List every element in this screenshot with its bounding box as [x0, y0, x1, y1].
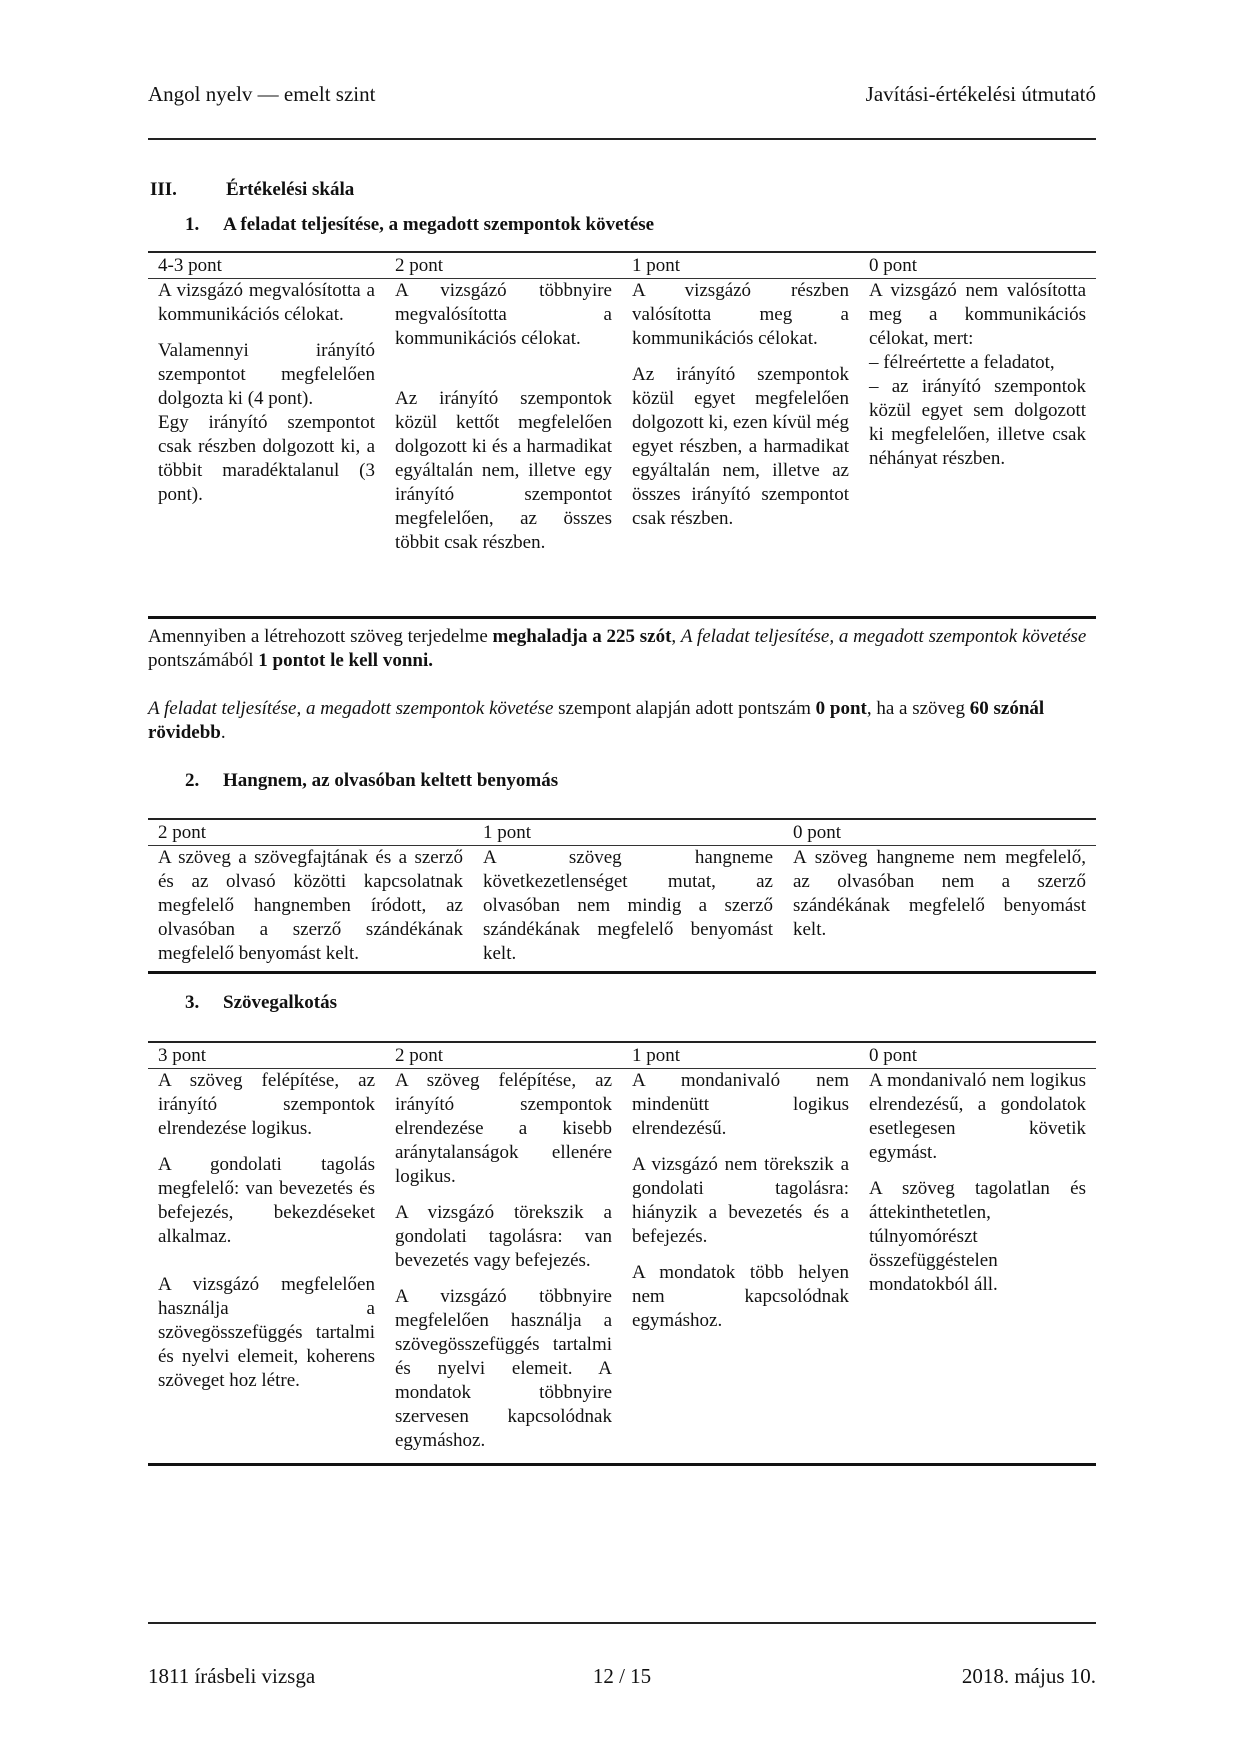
score-header: 0 pont	[859, 252, 1096, 279]
descriptor-text: A szöveg tagolatlan és áttekinthetetlen, túlnyomórészt összefüggéstelen mondatokból áll.	[869, 1178, 1086, 1295]
score-header: 2 pont	[385, 1042, 622, 1069]
rubric-table-task-completion	[148, 251, 1096, 619]
rubric-header-row	[148, 252, 1096, 279]
score-header: 1 pont	[622, 1042, 859, 1069]
subsection-1-heading	[185, 214, 654, 236]
descriptor-text: A vizsgázó megfelelően használja a szövegösszefüggés tartalmi és nyelvi elemeit, koherens szöveget hoz létre.	[158, 1274, 375, 1391]
descriptor-text: A szöveg a szövegfajtának és a szerző és az olvasó közötti kapcsolatnak megfelelő hangnemben íródott, az olvasóban a szerző szándékának megfelelő benyomást kelt.	[158, 847, 463, 964]
footer-date: 2018. május 10.	[961, 1664, 1096, 1688]
score-header: 1 pont	[622, 252, 859, 279]
section-heading	[150, 179, 354, 201]
descriptor-text: A vizsgázó részben valósította meg a kommunikációs célokat.	[632, 280, 849, 349]
header-subject: Angol nyelv — emelt szint	[148, 82, 376, 106]
rubric-row	[148, 279, 1096, 618]
note-text: szempont alapján adott pontszám	[553, 698, 816, 719]
descriptor-cell	[859, 1069, 1096, 1465]
descriptor-text: A szöveg felépítése, az irányító szempontok elrendezése a kisebb aránytalanságok ellenére logikus.	[395, 1070, 612, 1187]
descriptor-cell	[622, 1069, 859, 1465]
note-text: ,	[671, 626, 681, 647]
descriptor-cell	[148, 279, 385, 618]
subsection-3-heading	[185, 992, 337, 1014]
note-text: Amennyiben a létrehozott szöveg terjedelme	[148, 626, 493, 647]
rubric-table-tone	[148, 818, 1096, 974]
descriptor-text: A vizsgázó megvalósította a kommunikációs célokat.	[158, 280, 375, 325]
subsection-3-number: 3.	[185, 992, 200, 1013]
descriptor-text: A szöveg hangneme nem megfelelő, az olvasóban nem a szerző szándékának megfelelő benyomást kelt.	[793, 847, 1086, 940]
header-doc-title: Javítási-értékelési útmutató	[865, 82, 1096, 106]
descriptor-cell	[622, 279, 859, 618]
descriptor-text: A vizsgázó törekszik a gondolati tagolásra: van bevezetés vagy befejezés.	[395, 1202, 612, 1271]
descriptor-cell	[148, 846, 473, 973]
note-word-limit	[148, 625, 1096, 673]
note-emphasis: 1 pontot le kell vonni.	[258, 650, 434, 671]
rubric-row	[148, 1069, 1096, 1465]
footer-exam: 1811 írásbeli vizsga	[148, 1664, 316, 1688]
header-rule	[148, 138, 1096, 140]
footer-rule	[148, 1622, 1096, 1624]
descriptor-text: A mondanivaló nem mindenütt logikus elrendezésű.	[632, 1070, 849, 1139]
subsection-3-title: Szövegalkotás	[223, 992, 337, 1013]
descriptor-cell	[385, 279, 622, 618]
descriptor-text: – félreértette a feladatot,	[869, 352, 1055, 373]
rubric-header-row	[148, 1042, 1096, 1069]
score-header: 1 pont	[473, 819, 783, 846]
descriptor-text: – az irányító szempontok közül egyet sem dolgozott ki megfelelően, illetve csak néhányat részben.	[869, 376, 1086, 469]
descriptor-text: A mondatok több helyen nem kapcsolódnak egymáshoz.	[632, 1262, 849, 1331]
note-text: .	[220, 722, 226, 743]
descriptor-text: Egy irányító szempontot csak részben dolgozott ki, a többit maradéktalanul (3 pont).	[158, 412, 375, 505]
descriptor-text: Az irányító szempontok közül kettőt megfelelően dolgozott ki és a harmadikat egyáltalán nem, illetve egy irányító szempontot megfelelően, az összes többit csak részben.	[395, 388, 612, 553]
descriptor-text: A gondolati tagolás megfelelő: van bevezetés és befejezés, bekezdéseket alkalmaz.	[158, 1154, 375, 1247]
descriptor-cell	[385, 1069, 622, 1465]
score-header: 2 pont	[148, 819, 473, 846]
descriptor-text: Valamennyi irányító szempontot megfelelően dolgozta ki (4 pont).	[158, 340, 375, 409]
subsection-2-title: Hangnem, az olvasóban keltett benyomás	[223, 770, 559, 791]
note-emphasis: 60 szónál rövidebb	[148, 698, 1045, 743]
section-number: III.	[150, 179, 177, 200]
note-text: pontszámából	[148, 650, 259, 671]
section-title: Értékelési skála	[226, 179, 355, 200]
score-header: 2 pont	[385, 252, 622, 279]
descriptor-text: Az irányító szempontok közül egyet megfelelően dolgozott ki, ezen kívül még egyet részben, a harmadikat egyáltalán nem, illetve az összes irányító szempontot csak részben.	[632, 364, 849, 529]
score-header: 3 pont	[148, 1042, 385, 1069]
descriptor-text: A vizsgázó többnyire megfelelően használja a szövegösszefüggés tartalmi és nyelvi elemeit. A mondatok többnyire szervesen kapcsolódnak egymáshoz.	[395, 1286, 612, 1451]
descriptor-cell	[783, 846, 1096, 973]
note-emphasis: 0 pont	[815, 698, 867, 719]
footer-page-number: 12 / 15	[592, 1664, 652, 1688]
rubric-row	[148, 846, 1096, 973]
subsection-1-number: 1.	[185, 214, 200, 235]
note-text: , ha a szöveg	[866, 698, 970, 719]
descriptor-text: A vizsgázó nem valósította meg a kommunikációs célokat, mert:	[869, 280, 1086, 349]
document-page	[148, 0, 1096, 1755]
score-header: 0 pont	[859, 1042, 1096, 1069]
descriptor-cell	[148, 1069, 385, 1465]
descriptor-text: A vizsgázó többnyire megvalósította a kommunikációs célokat.	[395, 280, 612, 349]
descriptor-text: A mondanivaló nem logikus elrendezésű, a gondolatok esetlegesen követik egymást.	[869, 1070, 1086, 1163]
note-criterion: A feladat teljesítése, a megadott szempontok követése	[680, 626, 1087, 647]
descriptor-text: A szöveg hangneme következetlenséget mutat, az olvasóban nem mindig a szerző szándékának megfelelő benyomást kelt.	[483, 847, 773, 964]
note-criterion: A feladat teljesítése, a megadott szempontok követése	[148, 698, 554, 719]
score-header: 0 pont	[783, 819, 1096, 846]
note-minimum-length	[148, 697, 1096, 745]
subsection-2-heading	[185, 770, 558, 792]
note-emphasis: meghaladja a 225 szót	[492, 626, 672, 647]
subsection-2-number: 2.	[185, 770, 200, 791]
subsection-1-title: A feladat teljesítése, a megadott szempontok követése	[223, 214, 655, 235]
descriptor-text: A vizsgázó nem törekszik a gondolati tagolásra: hiányzik a bevezetés és a befejezés.	[632, 1154, 849, 1247]
rubric-header-row	[148, 819, 1096, 846]
rubric-table-text-composition	[148, 1041, 1096, 1466]
descriptor-cell	[859, 279, 1096, 618]
descriptor-text: A szöveg felépítése, az irányító szempontok elrendezése logikus.	[158, 1070, 375, 1139]
descriptor-cell	[473, 846, 783, 973]
score-header: 4-3 pont	[148, 252, 385, 279]
